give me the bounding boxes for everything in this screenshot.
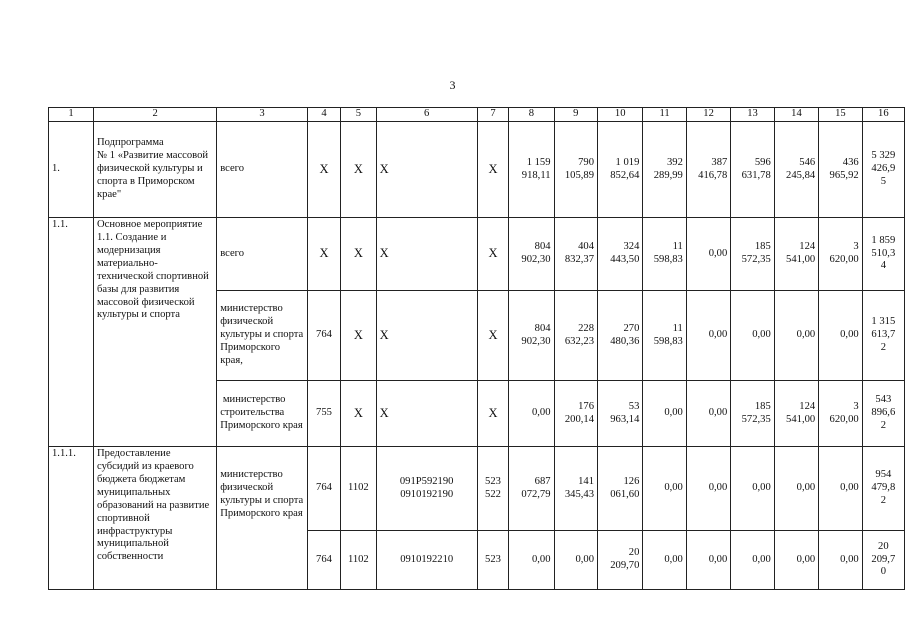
value-cell: 124 541,00 bbox=[774, 218, 818, 291]
value-cell: 804 902,30 bbox=[509, 218, 554, 291]
cell-grbs: 755 bbox=[307, 381, 340, 447]
value-cell: 0,00 bbox=[554, 531, 597, 590]
value-cell: 0,00 bbox=[643, 531, 686, 590]
row-executor: министерство строительства Приморского края bbox=[217, 381, 308, 447]
row-name: Предоставление субсидий из краевого бюджета бюджетам муниципальных образований на развитие спортивной инфраструктуры муниципальной собственности bbox=[94, 447, 217, 590]
cell-section: Х bbox=[341, 291, 376, 381]
cell-expense-type: 523 522 bbox=[477, 447, 508, 531]
header-cell: 15 bbox=[819, 108, 862, 122]
cell-target-article: 091P592190 0910192190 bbox=[376, 447, 477, 531]
value-cell: 1 159 918,11 bbox=[509, 122, 554, 218]
cell-grbs: 764 bbox=[307, 447, 340, 531]
value-cell: 387 416,78 bbox=[686, 122, 730, 218]
header-cell: 1 bbox=[49, 108, 94, 122]
cell-expense-type: Х bbox=[477, 381, 508, 447]
value-cell: 0,00 bbox=[686, 531, 730, 590]
cell-target-article: Х bbox=[376, 122, 477, 218]
header-cell: 12 bbox=[686, 108, 730, 122]
value-cell: 0,00 bbox=[686, 291, 730, 381]
value-cell: 0,00 bbox=[819, 447, 862, 531]
row-executor: всего bbox=[217, 218, 308, 291]
value-cell: 141 345,43 bbox=[554, 447, 597, 531]
header-cell: 9 bbox=[554, 108, 597, 122]
value-cell: 126 061,60 bbox=[598, 447, 643, 531]
cell-section: Х bbox=[341, 381, 376, 447]
value-cell-total: 5 329 426,9 5 bbox=[862, 122, 904, 218]
value-cell-total: 954 479,8 2 bbox=[862, 447, 904, 531]
value-cell: 20 209,70 bbox=[598, 531, 643, 590]
value-cell: 687 072,79 bbox=[509, 447, 554, 531]
header-cell: 2 bbox=[94, 108, 217, 122]
row-number: 1.1.1. bbox=[49, 447, 94, 590]
header-cell: 5 bbox=[341, 108, 376, 122]
budget-table bbox=[48, 107, 905, 590]
cell-grbs: Х bbox=[307, 122, 340, 218]
value-cell: 0,00 bbox=[774, 291, 818, 381]
cell-target-article: Х bbox=[376, 291, 477, 381]
value-cell: 185 572,35 bbox=[731, 381, 774, 447]
cell-target-article: Х bbox=[376, 218, 477, 291]
value-cell: 0,00 bbox=[731, 531, 774, 590]
value-cell: 0,00 bbox=[686, 218, 730, 291]
value-cell: 804 902,30 bbox=[509, 291, 554, 381]
value-cell: 790 105,89 bbox=[554, 122, 597, 218]
value-cell: 0,00 bbox=[643, 447, 686, 531]
cell-section: 1102 bbox=[341, 447, 376, 531]
value-cell: 404 832,37 bbox=[554, 218, 597, 291]
cell-expense-type: 523 bbox=[477, 531, 508, 590]
row-executor: всего bbox=[217, 122, 308, 218]
header-cell: 7 bbox=[477, 108, 508, 122]
table-row bbox=[49, 122, 905, 218]
row-number: 1. bbox=[49, 122, 94, 218]
header-cell: 13 bbox=[731, 108, 774, 122]
cell-grbs: 764 bbox=[307, 531, 340, 590]
row-number: 1.1. bbox=[49, 218, 94, 447]
header-cell: 14 bbox=[774, 108, 818, 122]
value-cell: 0,00 bbox=[643, 381, 686, 447]
value-cell: 0,00 bbox=[686, 447, 730, 531]
table-row bbox=[49, 218, 905, 291]
header-cell: 11 bbox=[643, 108, 686, 122]
value-cell: 11 598,83 bbox=[643, 218, 686, 291]
value-cell: 3 620,00 bbox=[819, 218, 862, 291]
row-executor: министерство физической культуры и спорта Приморского края, bbox=[217, 291, 308, 381]
header-cell: 10 bbox=[598, 108, 643, 122]
header-cell: 6 bbox=[376, 108, 477, 122]
value-cell-total: 543 896,6 2 bbox=[862, 381, 904, 447]
value-cell: 0,00 bbox=[819, 291, 862, 381]
header-cell: 3 bbox=[217, 108, 308, 122]
header-cell: 16 bbox=[862, 108, 904, 122]
page-number: 3 bbox=[449, 78, 456, 92]
value-cell: 0,00 bbox=[774, 447, 818, 531]
cell-target-article: 0910192210 bbox=[376, 531, 477, 590]
value-cell: 0,00 bbox=[686, 381, 730, 447]
cell-grbs: Х bbox=[307, 218, 340, 291]
value-cell: 176 200,14 bbox=[554, 381, 597, 447]
value-cell-total: 1 859 510,3 4 bbox=[862, 218, 904, 291]
row-name: Основное мероприятие 1.1. Создание и модернизация материально-технической спортивной базы для развития массовой физической культуры и спорта bbox=[94, 218, 217, 447]
value-cell: 0,00 bbox=[509, 381, 554, 447]
header-cell: 8 bbox=[509, 108, 554, 122]
header-row bbox=[49, 108, 905, 122]
cell-section: 1102 bbox=[341, 531, 376, 590]
table-row bbox=[49, 447, 905, 531]
value-cell: 546 245,84 bbox=[774, 122, 818, 218]
value-cell: 228 632,23 bbox=[554, 291, 597, 381]
cell-section: Х bbox=[341, 122, 376, 218]
value-cell: 185 572,35 bbox=[731, 218, 774, 291]
cell-target-article: Х bbox=[376, 381, 477, 447]
value-cell: 436 965,92 bbox=[819, 122, 862, 218]
value-cell: 3 620,00 bbox=[819, 381, 862, 447]
value-cell: 0,00 bbox=[819, 531, 862, 590]
value-cell: 53 963,14 bbox=[598, 381, 643, 447]
cell-expense-type: Х bbox=[477, 291, 508, 381]
value-cell: 0,00 bbox=[509, 531, 554, 590]
value-cell-total: 20 209,7 0 bbox=[862, 531, 904, 590]
value-cell: 11 598,83 bbox=[643, 291, 686, 381]
value-cell: 0,00 bbox=[731, 447, 774, 531]
cell-grbs: 764 bbox=[307, 291, 340, 381]
row-name: Подпрограмма № 1 «Развитие массовой физической культуры и спорта в Приморском крае" bbox=[94, 122, 217, 218]
row-executor: министерство физической культуры и спорта Приморского края bbox=[217, 447, 308, 590]
value-cell: 392 289,99 bbox=[643, 122, 686, 218]
value-cell-total: 1 315 613,7 2 bbox=[862, 291, 904, 381]
cell-section: Х bbox=[341, 218, 376, 291]
header-cell: 4 bbox=[307, 108, 340, 122]
value-cell: 324 443,50 bbox=[598, 218, 643, 291]
value-cell: 1 019 852,64 bbox=[598, 122, 643, 218]
value-cell: 124 541,00 bbox=[774, 381, 818, 447]
value-cell: 0,00 bbox=[774, 531, 818, 590]
value-cell: 270 480,36 bbox=[598, 291, 643, 381]
cell-expense-type: Х bbox=[477, 122, 508, 218]
value-cell: 0,00 bbox=[731, 291, 774, 381]
cell-expense-type: Х bbox=[477, 218, 508, 291]
value-cell: 596 631,78 bbox=[731, 122, 774, 218]
